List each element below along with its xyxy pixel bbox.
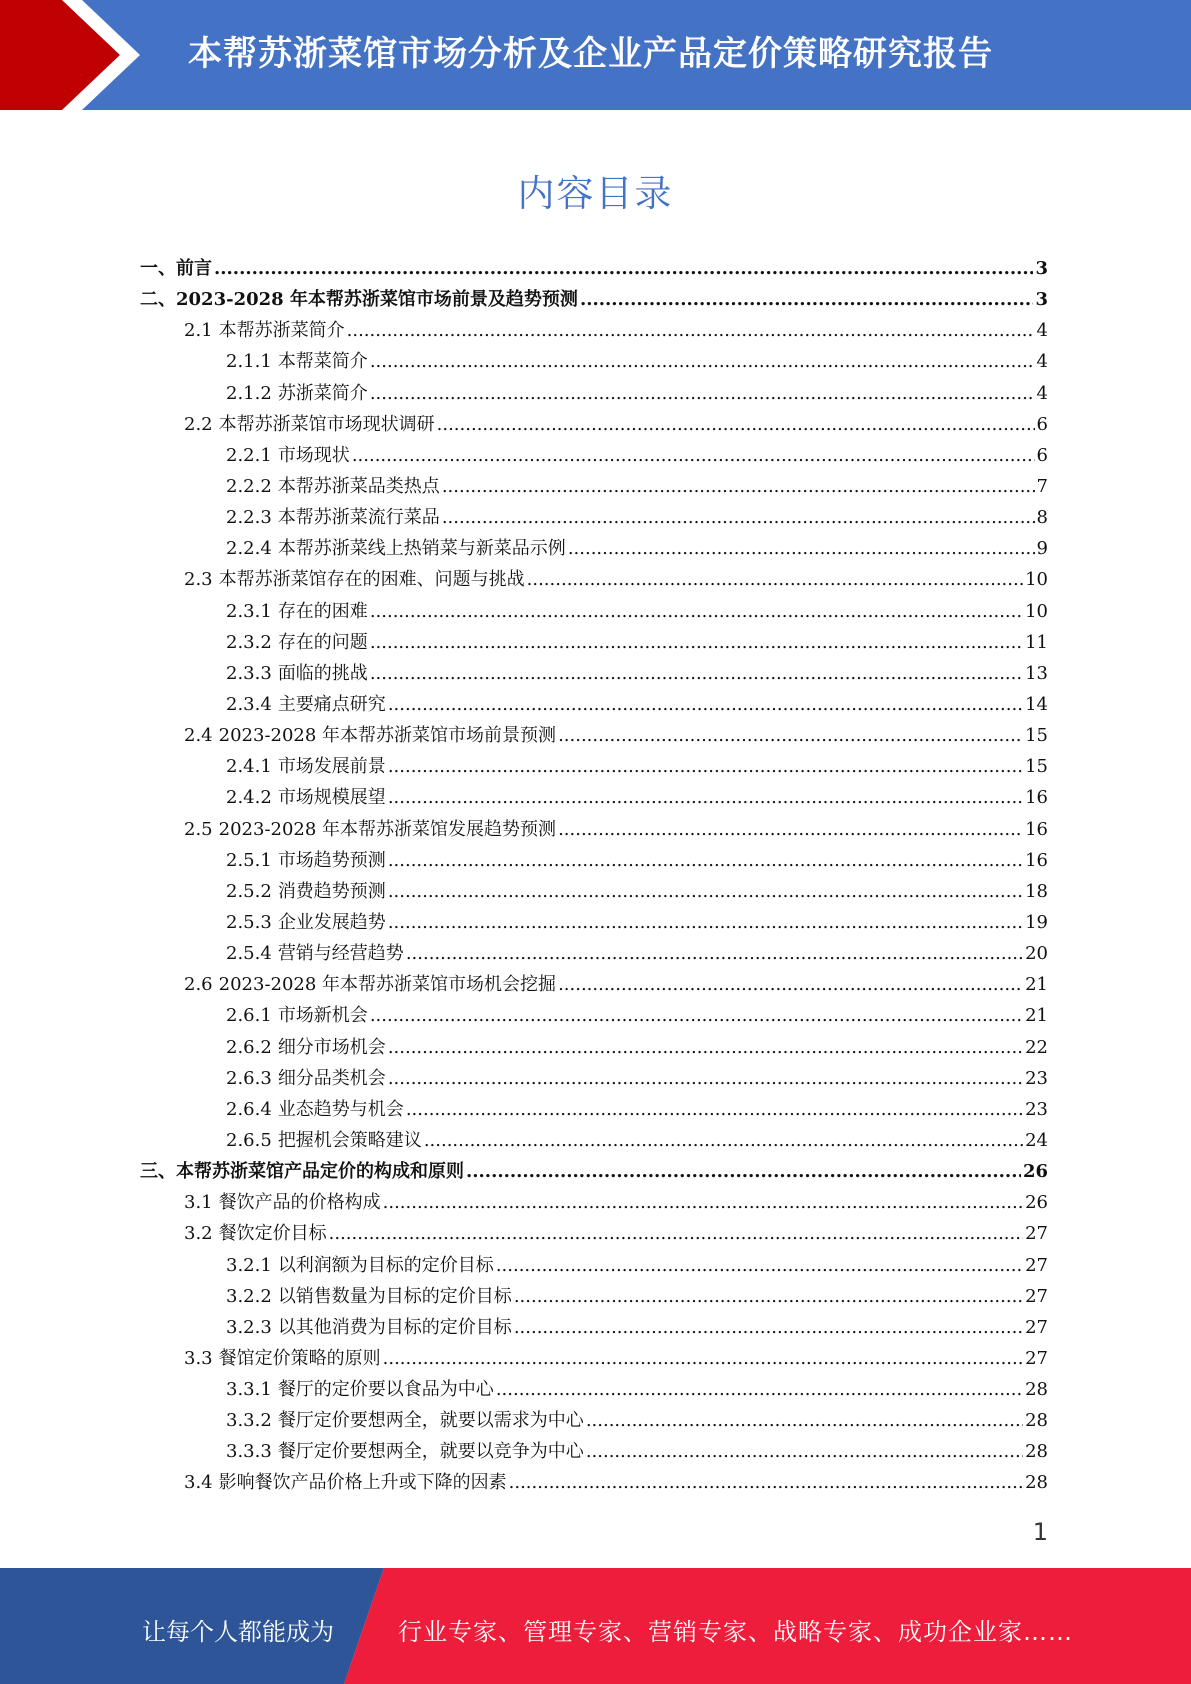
toc-entry-title: 本帮苏浙菜馆存在的困难、问题与挑战	[218, 569, 525, 591]
toc-entry-page: 8	[1036, 507, 1048, 529]
toc-entry[interactable]	[140, 1437, 1048, 1468]
footer-slogan-left: 让每个人都能成为	[142, 1618, 334, 1646]
toc-entry-title: 本帮苏浙菜简介	[218, 320, 345, 342]
toc-entry-page: 15	[1025, 756, 1048, 778]
toc-entry[interactable]	[140, 441, 1048, 472]
toc-entry[interactable]	[140, 472, 1048, 503]
toc-entry-page: 28	[1025, 1441, 1048, 1463]
toc-entry[interactable]	[140, 939, 1048, 970]
footer-slogan-right: 行业专家、管理专家、营销专家、战略专家、成功企业家……	[398, 1618, 1073, 1646]
toc-entry-number: 2.1.2	[226, 382, 272, 404]
toc-entry[interactable]	[140, 1219, 1048, 1250]
toc-entry-title: 面临的挑战	[277, 662, 368, 684]
toc-entry-page: 16	[1025, 849, 1048, 871]
toc-entry-number: 2.1.1	[226, 351, 272, 373]
toc-dot-leader	[370, 1005, 1023, 1026]
toc-entry[interactable]	[140, 565, 1048, 596]
toc-entry-number: 3.2.3	[226, 1316, 272, 1338]
toc-entry-title: 存在的问题	[277, 631, 368, 653]
toc-entry-title: 市场新机会	[277, 1005, 368, 1027]
toc-entry-number: 2.4.2	[226, 787, 272, 809]
toc-entry[interactable]	[140, 597, 1048, 628]
toc-entry[interactable]	[140, 1095, 1048, 1126]
toc-entry[interactable]	[140, 1001, 1048, 1032]
toc-entry-number: 二、	[140, 289, 176, 311]
toc-entry-title: 餐厅定价要想两全，就要以竞争为中心	[277, 1441, 584, 1463]
toc-entry-title: 本帮苏浙菜线上热销菜与新菜品示例	[277, 538, 566, 560]
toc-entry-number: 2.2.1	[226, 444, 272, 466]
toc-entry-page: 22	[1025, 1036, 1048, 1058]
toc-dot-leader	[370, 601, 1023, 622]
toc-entry[interactable]	[140, 1282, 1048, 1313]
toc-dot-leader	[388, 756, 1023, 777]
toc-dot-leader	[383, 1192, 1023, 1213]
toc-dot-leader	[370, 632, 1023, 653]
toc-entry[interactable]	[140, 1126, 1048, 1157]
toc-entry[interactable]	[140, 1064, 1048, 1095]
toc-entry[interactable]	[140, 1251, 1048, 1282]
toc-entry-title: 餐饮定价目标	[218, 1223, 327, 1245]
toc-dot-leader	[509, 1472, 1023, 1493]
toc-entry-page: 27	[1025, 1223, 1048, 1245]
toc-entry-title: 餐馆定价策略的原则	[218, 1347, 381, 1369]
toc-entry-number: 2.3.4	[226, 693, 272, 715]
toc-dot-leader	[383, 1348, 1023, 1369]
toc-entry[interactable]	[140, 1468, 1048, 1499]
toc-entry-number: 2.2.4	[226, 538, 272, 560]
toc-entry-page: 4	[1036, 351, 1048, 373]
toc-entry-page: 6	[1036, 444, 1048, 466]
toc-entry-number: 2.5.1	[226, 849, 272, 871]
toc-entry[interactable]	[140, 1157, 1048, 1188]
toc-entry-title: 2023-2028 年本帮苏浙菜馆发展趋势预测	[218, 818, 557, 840]
toc-entry[interactable]	[140, 721, 1048, 752]
toc-dot-leader	[388, 694, 1023, 715]
toc-entry[interactable]	[140, 1033, 1048, 1064]
report-title: 本帮苏浙菜馆市场分析及企业产品定价策略研究报告	[188, 34, 993, 74]
toc-entry-page: 9	[1036, 538, 1048, 560]
toc-entry[interactable]	[140, 285, 1048, 316]
toc-entry[interactable]	[140, 1313, 1048, 1344]
toc-entry-title: 苏浙菜简介	[277, 382, 368, 404]
toc-entry-number: 3.2	[184, 1223, 213, 1245]
toc-entry-number: 三、	[140, 1161, 176, 1183]
toc-entry-title: 企业发展趋势	[277, 911, 386, 933]
toc-entry-number: 2.6.1	[226, 1005, 272, 1027]
toc-entry-number: 2.5	[184, 818, 213, 840]
toc-entry-page: 27	[1025, 1316, 1048, 1338]
toc-entry-title: 市场趋势预测	[277, 849, 386, 871]
toc-entry[interactable]	[140, 379, 1048, 410]
toc-heading: 内容目录	[517, 172, 674, 215]
toc-entry[interactable]	[140, 1188, 1048, 1219]
toc-entry-title: 餐饮产品的价格构成	[218, 1192, 381, 1214]
toc-dot-leader	[388, 850, 1023, 871]
header-arrow-graphic	[0, 0, 160, 110]
toc-entry-number: 2.5.2	[226, 880, 272, 902]
toc-entry-page: 10	[1025, 600, 1048, 622]
toc-entry-page: 16	[1025, 818, 1048, 840]
toc-dot-leader	[406, 943, 1023, 964]
toc-entry[interactable]	[140, 1375, 1048, 1406]
toc-entry-number: 2.2.3	[226, 507, 272, 529]
toc-dot-leader	[388, 881, 1023, 902]
toc-entry-number: 3.3	[184, 1347, 213, 1369]
toc-entry-number: 2.2.2	[226, 475, 272, 497]
toc-entry-number: 2.6.3	[226, 1067, 272, 1089]
toc-dot-leader	[424, 1130, 1023, 1151]
toc-entry-number: 一、	[140, 258, 176, 279]
header-banner	[0, 0, 1191, 110]
toc-dot-leader	[442, 476, 1035, 497]
toc-dot-leader	[329, 1223, 1023, 1244]
toc-dot-leader	[527, 569, 1023, 590]
toc-entry[interactable]	[140, 254, 1048, 285]
toc-entry-number: 2.6.5	[226, 1129, 272, 1151]
toc-entry[interactable]	[140, 347, 1048, 378]
toc-entry-title: 市场规模展望	[277, 787, 386, 809]
toc-entry-page: 19	[1025, 911, 1048, 933]
toc-entry-page: 23	[1025, 1067, 1048, 1089]
toc-entry-page: 26	[1025, 1192, 1048, 1214]
toc-entry-page: 28	[1025, 1379, 1048, 1401]
toc-entry-number: 2.2	[184, 413, 213, 435]
toc-entry-title: 本帮苏浙菜品类热点	[277, 475, 440, 497]
toc-entry-title: 市场发展前景	[277, 756, 386, 778]
toc-entry-page: 27	[1025, 1254, 1048, 1276]
toc-entry-page: 27	[1025, 1347, 1048, 1369]
toc-dot-leader	[388, 1068, 1023, 1089]
page-number: 1	[1032, 1518, 1048, 1546]
toc-entry[interactable]	[140, 690, 1048, 721]
toc-entry-title: 消费趋势预测	[277, 880, 386, 902]
toc-entry-title: 业态趋势与机会	[277, 1098, 404, 1120]
toc-entry-title: 本帮苏浙菜流行菜品	[277, 507, 440, 529]
toc-entry[interactable]	[140, 783, 1048, 814]
toc-entry-number: 2.6	[184, 974, 213, 996]
toc-entry-number: 2.1	[184, 320, 213, 342]
toc-entry[interactable]	[140, 503, 1048, 534]
toc-dot-leader	[514, 1317, 1023, 1338]
toc-entry[interactable]	[140, 846, 1048, 877]
toc-dot-leader	[514, 1286, 1023, 1307]
toc-entry-page: 27	[1025, 1285, 1048, 1307]
toc-entry[interactable]	[140, 659, 1048, 690]
toc-entry[interactable]	[140, 752, 1048, 783]
toc-entry[interactable]	[140, 534, 1048, 565]
toc-entry-page: 3	[1035, 289, 1048, 311]
toc-entry-page: 13	[1025, 662, 1048, 684]
toc-dot-leader	[352, 445, 1035, 466]
toc-dot-leader	[558, 819, 1023, 840]
toc-entry-page: 16	[1025, 787, 1048, 809]
toc-entry-number: 2.4.1	[226, 756, 272, 778]
toc-entry-number: 3.1	[184, 1192, 213, 1214]
toc-dot-leader	[466, 1161, 1021, 1182]
toc-entry[interactable]	[140, 877, 1048, 908]
toc-entry-number: 3.2.2	[226, 1285, 272, 1307]
toc-entry-number: 2.3.2	[226, 631, 272, 653]
toc-entry-title: 本帮菜简介	[277, 351, 368, 373]
toc-entry-title: 以销售数量为目标的定价目标	[277, 1285, 512, 1307]
toc-dot-leader	[568, 538, 1035, 559]
toc-entry-title: 餐厅定价要想两全，就要以需求为中心	[277, 1410, 584, 1432]
toc-entry-page: 18	[1025, 880, 1048, 902]
toc-dot-leader	[370, 383, 1035, 404]
toc-entry-number: 2.3.3	[226, 662, 272, 684]
toc-entry-title: 餐厅的定价要以食品为中心	[277, 1379, 494, 1401]
toc-dot-leader	[437, 414, 1035, 435]
toc-entry[interactable]	[140, 815, 1048, 846]
toc-dot-leader	[580, 289, 1034, 310]
toc-entry-number: 2.6.2	[226, 1036, 272, 1058]
toc-dot-leader	[388, 1037, 1023, 1058]
toc-dot-leader	[370, 663, 1023, 684]
toc-entry[interactable]	[140, 1344, 1048, 1375]
toc-entry-page: 6	[1036, 413, 1048, 435]
toc-entry-title: 细分品类机会	[277, 1067, 386, 1089]
toc-entry-page: 24	[1025, 1129, 1048, 1151]
toc-entry-number: 2.5.4	[226, 943, 272, 965]
toc-dot-leader	[388, 787, 1023, 808]
toc-dot-leader	[586, 1410, 1023, 1431]
toc-entry-page: 26	[1022, 1161, 1048, 1183]
toc-dot-leader	[406, 1099, 1023, 1120]
toc-entry-title: 存在的困难	[277, 600, 368, 622]
toc-dot-leader	[388, 912, 1023, 933]
toc-entry-page: 23	[1025, 1098, 1048, 1120]
toc-entry-title: 主要痛点研究	[277, 693, 386, 715]
toc-entry-number: 2.3.1	[226, 600, 272, 622]
toc-entry-page: 4	[1036, 320, 1048, 342]
toc-dot-leader	[347, 320, 1035, 341]
toc-entry-number: 3.3.3	[226, 1441, 272, 1463]
table-of-contents	[140, 254, 1048, 1500]
toc-entry-title: 把握机会策略建议	[277, 1129, 422, 1151]
toc-entry-page: 11	[1025, 631, 1048, 653]
toc-entry[interactable]	[140, 316, 1048, 347]
toc-entry-page: 28	[1025, 1410, 1048, 1432]
toc-entry-number: 3.3.1	[226, 1379, 272, 1401]
toc-entry-number: 2.6.4	[226, 1098, 272, 1120]
toc-entry-title: 市场现状	[277, 444, 350, 466]
toc-entry[interactable]	[140, 1406, 1048, 1437]
toc-entry-title: 影响餐饮产品价格上升或下降的因素	[218, 1472, 507, 1494]
toc-entry-page: 21	[1025, 974, 1048, 996]
toc-entry[interactable]	[140, 628, 1048, 659]
toc-entry-title: 细分市场机会	[277, 1036, 386, 1058]
toc-entry-number: 3.4	[184, 1472, 213, 1494]
toc-dot-leader	[496, 1255, 1023, 1276]
toc-entry[interactable]	[140, 410, 1048, 441]
toc-entry-number: 2.5.3	[226, 911, 272, 933]
toc-dot-leader	[558, 974, 1023, 995]
toc-entry-number: 3.2.1	[226, 1254, 272, 1276]
toc-entry[interactable]	[140, 908, 1048, 939]
toc-entry-number: 2.4	[184, 725, 213, 747]
toc-dot-leader	[586, 1441, 1023, 1462]
toc-entry-number: 3.3.2	[226, 1410, 272, 1432]
toc-entry-page: 20	[1025, 943, 1048, 965]
toc-entry-page: 3	[1035, 258, 1048, 279]
toc-dot-leader	[496, 1379, 1023, 1400]
toc-entry-title: 2023-2028 年本帮苏浙菜馆市场前景及趋势预测	[176, 289, 578, 311]
toc-entry-title: 2023-2028 年本帮苏浙菜馆市场机会挖掘	[218, 974, 557, 996]
toc-dot-leader	[442, 507, 1035, 528]
toc-entry-page: 14	[1025, 693, 1048, 715]
toc-entry-page: 21	[1025, 1005, 1048, 1027]
toc-entry-page: 4	[1036, 382, 1048, 404]
toc-entry-page: 7	[1036, 475, 1048, 497]
footer-banner	[0, 1568, 1191, 1684]
toc-entry-page: 28	[1025, 1472, 1048, 1494]
toc-entry-title: 以其他消费为目标的定价目标	[277, 1316, 512, 1338]
toc-dot-leader	[370, 351, 1035, 372]
toc-entry[interactable]	[140, 970, 1048, 1001]
toc-dot-leader	[558, 725, 1023, 746]
toc-entry-number: 2.3	[184, 569, 213, 591]
toc-dot-leader	[214, 258, 1033, 279]
toc-entry-title: 本帮苏浙菜馆市场现状调研	[218, 413, 435, 435]
toc-entry-title: 本帮苏浙菜馆产品定价的构成和原则	[176, 1161, 464, 1183]
toc-entry-page: 15	[1025, 725, 1048, 747]
toc-entry-title: 营销与经营趋势	[277, 943, 404, 965]
toc-entry-title: 前言	[176, 258, 212, 279]
toc-entry-page: 10	[1025, 569, 1048, 591]
toc-entry-title: 2023-2028 年本帮苏浙菜馆市场前景预测	[218, 725, 557, 747]
toc-entry-title: 以利润额为目标的定价目标	[277, 1254, 494, 1276]
